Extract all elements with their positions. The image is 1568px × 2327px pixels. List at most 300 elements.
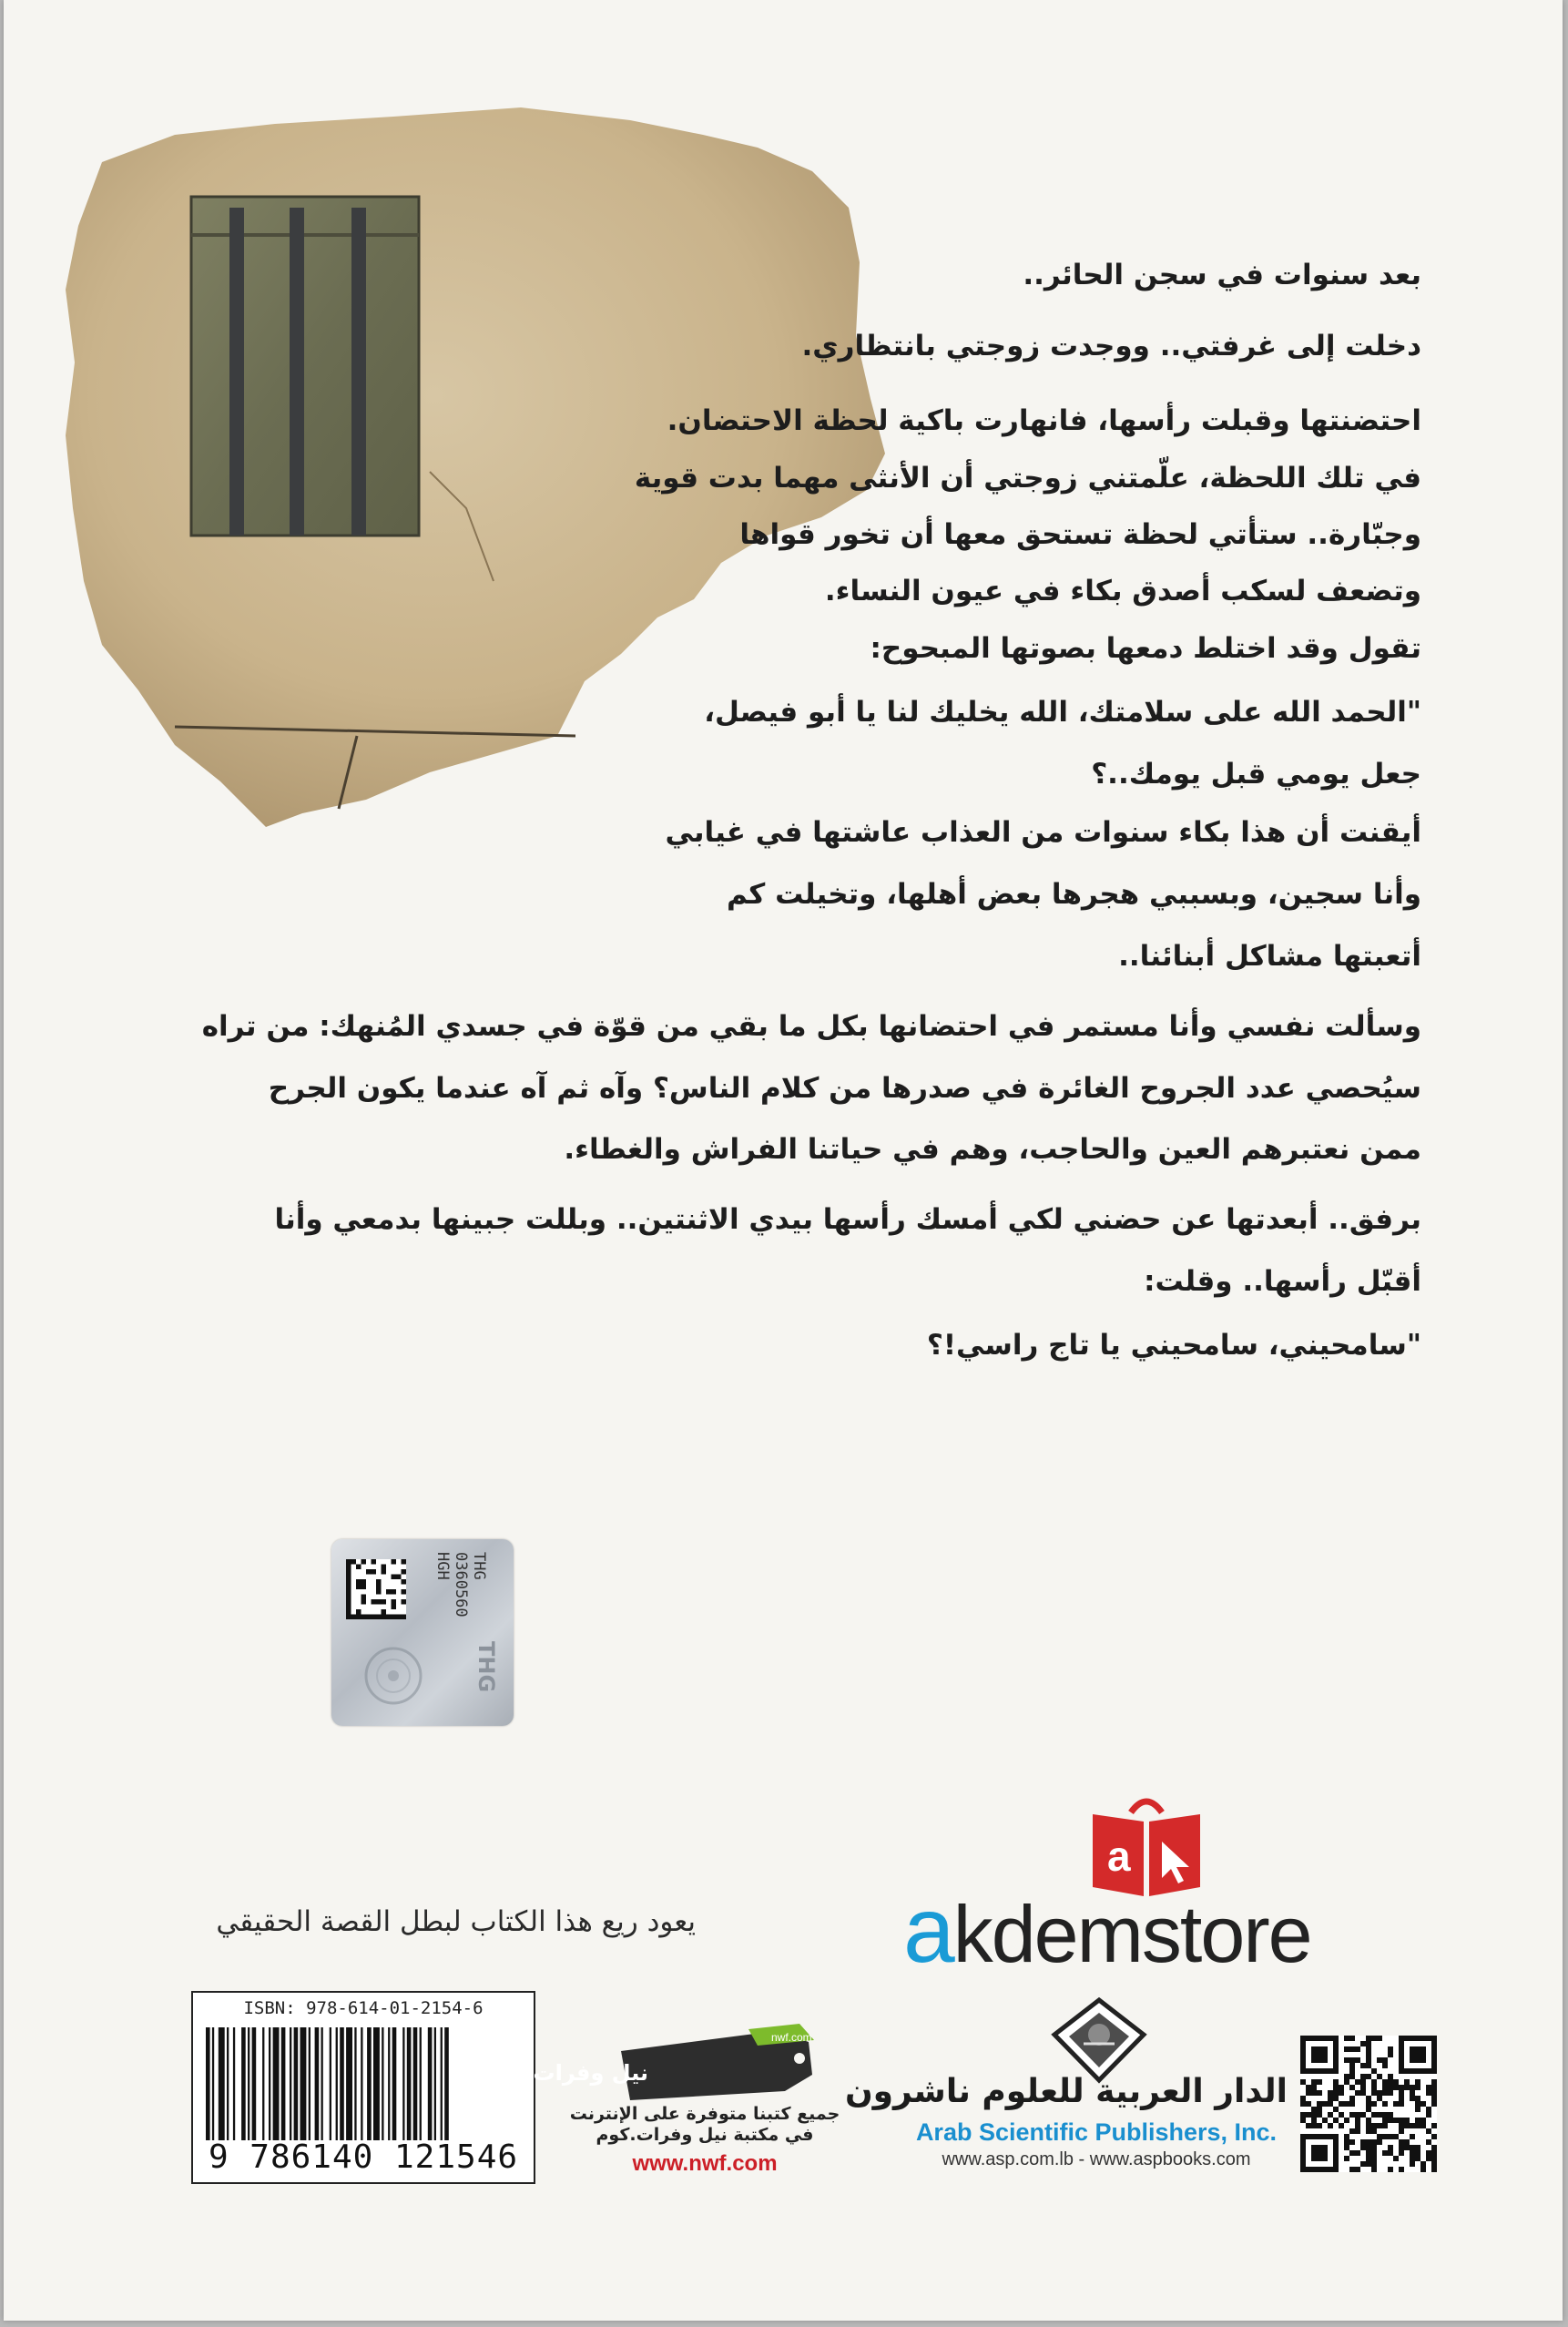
qr-module: [1399, 2118, 1404, 2123]
qr-module: [1382, 2090, 1388, 2096]
qr-module: [1388, 2167, 1393, 2172]
qr-module: [1393, 2156, 1399, 2161]
qr-module: [1317, 2090, 1322, 2096]
qr-module: [1311, 2145, 1328, 2161]
qr-module: [1377, 2090, 1382, 2096]
qr-module: [1344, 2145, 1349, 2150]
qr-module: [1333, 2079, 1339, 2085]
qr-module: [1426, 2156, 1431, 2161]
qr-module: [1388, 2046, 1393, 2052]
authenticity-sticker: [331, 1539, 514, 1726]
publisher-name-english: Arab Scientific Publishers, Inc.: [915, 2118, 1278, 2146]
story-line: تقول وقد اختلط دمعها بصوتها المبحوح:: [870, 632, 1421, 665]
qr-module: [1306, 2101, 1311, 2107]
qr-module: [1371, 2139, 1377, 2145]
qr-module: [1399, 2085, 1404, 2090]
qr-module: [1399, 2145, 1404, 2150]
qr-module: [1366, 2156, 1371, 2161]
qr-module: [1415, 2079, 1420, 2085]
qr-module: [1382, 2101, 1388, 2107]
qr-module: [1344, 2101, 1349, 2107]
qr-module: [1410, 2085, 1415, 2090]
qr-module: [1360, 2079, 1366, 2085]
qr-module: [1410, 2123, 1415, 2128]
qr-module: [1399, 2090, 1404, 2096]
qr-module: [1344, 2079, 1349, 2085]
barcode-bar: [388, 2027, 390, 2140]
qr-module: [1300, 2118, 1306, 2123]
qr-module: [1431, 2123, 1437, 2128]
qr-module: [1349, 2068, 1355, 2074]
qr-module: [1366, 2057, 1371, 2063]
qr-module: [1344, 2046, 1349, 2052]
qr-module: [1377, 2036, 1382, 2041]
qr-module: [1426, 2107, 1431, 2112]
qr-module: [1415, 2145, 1420, 2150]
qr-module: [1415, 2156, 1420, 2161]
qr-module: [1382, 2134, 1388, 2139]
qr-module: [1355, 2112, 1360, 2118]
qr-module: [1339, 2101, 1344, 2107]
qr-module: [1431, 2096, 1437, 2101]
qr-module: [1349, 2057, 1355, 2063]
qr-module: [1415, 2096, 1420, 2101]
qr-module: [1366, 2145, 1371, 2150]
akdemstore-logo-rest: kdemstore: [952, 1889, 1311, 1979]
qr-module: [1344, 2057, 1349, 2063]
qr-module: [1371, 2145, 1377, 2150]
qr-module: [1415, 2118, 1420, 2123]
qr-module: [1399, 2139, 1404, 2145]
qr-module: [1382, 2057, 1388, 2063]
barcode-bar: [407, 2027, 412, 2140]
barcode-bar: [212, 2027, 214, 2140]
story-line: أقبّل رأسها.. وقلت:: [1144, 1265, 1421, 1298]
qr-module: [1371, 2167, 1377, 2172]
qr-module: [1349, 2139, 1355, 2145]
story-line: وجبّارة.. ستأتي لحظة تستحق معها أن تخور قواها: [739, 518, 1421, 551]
qr-module: [1355, 2150, 1360, 2156]
qr-module: [1322, 2118, 1328, 2123]
qr-module: [1366, 2150, 1371, 2156]
qr-module: [1388, 2150, 1393, 2156]
qr-module: [1431, 2085, 1437, 2090]
qr-module: [1317, 2112, 1322, 2118]
barcode-bar: [252, 2027, 257, 2140]
qr-module: [1311, 2123, 1317, 2128]
barcode-bar: [294, 2027, 299, 2140]
qr-module: [1344, 2118, 1349, 2123]
publisher-name-arabic: الدار العربية للعلوم ناشرون: [844, 2073, 1288, 2110]
qr-module: [1399, 2096, 1404, 2101]
barcode-bar: [367, 2027, 372, 2140]
barcode-bar: [273, 2027, 280, 2140]
qr-module: [1431, 2167, 1437, 2172]
qr-module: [1404, 2123, 1410, 2128]
dedication-note: يعود ريع هذا الكتاب لبطل القصة الحقيقي: [216, 1905, 696, 1938]
qr-module: [1344, 2139, 1349, 2145]
qr-module: [1366, 2128, 1371, 2134]
qr-module: [1355, 2167, 1360, 2172]
barcode-bar: [281, 2027, 286, 2140]
qr-module: [1388, 2085, 1393, 2090]
story-line: وأنا سجين، وبسببي هجرها بعض أهلها، وتخيلت كم: [726, 878, 1421, 911]
qr-module: [1431, 2150, 1437, 2156]
qr-module: [1306, 2085, 1311, 2090]
ean-number: 9 786140 121546: [208, 2138, 519, 2176]
qr-module: [1371, 2150, 1377, 2156]
qr-module: [1333, 2085, 1339, 2090]
qr-module: [1333, 2107, 1339, 2112]
qr-module: [1420, 2161, 1426, 2167]
qr-module: [1431, 2161, 1437, 2167]
qr-module: [1311, 2079, 1317, 2085]
qr-module: [1371, 2156, 1377, 2161]
qr-module: [1355, 2090, 1360, 2096]
svg-text:a: a: [1107, 1832, 1131, 1880]
qr-module: [1328, 2123, 1333, 2128]
qr-module: [1371, 2112, 1377, 2118]
story-line: وتضعف لسكب أصدق بكاء في عيون النساء.: [824, 575, 1421, 607]
qr-module: [1300, 2101, 1306, 2107]
barcode-bar: [330, 2027, 331, 2140]
qr-module: [1388, 2112, 1393, 2118]
qr-module: [1415, 2085, 1420, 2090]
qr-module: [1306, 2090, 1311, 2096]
qr-module: [1426, 2090, 1431, 2096]
sticker-code-line: THG: [470, 1552, 488, 1580]
qr-module: [1415, 2150, 1420, 2156]
qr-module: [1339, 2085, 1344, 2090]
barcode-bar: [315, 2027, 320, 2140]
qr-module: [1349, 2167, 1355, 2172]
barcode-bar: [206, 2027, 210, 2140]
qr-module: [1366, 2063, 1371, 2068]
qr-module: [1382, 2063, 1388, 2068]
story-line: "سامحيني، سامحيني يا تاج راسي!؟: [926, 1329, 1421, 1362]
qr-module: [1382, 2085, 1388, 2090]
qr-module: [1371, 2123, 1377, 2128]
qr-module: [1415, 2101, 1420, 2107]
qr-module: [1349, 2036, 1355, 2041]
barcode-bar: [233, 2027, 235, 2140]
qr-module: [1410, 2161, 1415, 2167]
story-line: بعد سنوات في سجن الحائر..: [1023, 259, 1421, 291]
qr-module: [1366, 2107, 1371, 2112]
qr-module: [1328, 2101, 1333, 2107]
qr-module: [1344, 2074, 1349, 2079]
hologram-icon: [357, 1639, 430, 1712]
qr-module: [1349, 2063, 1355, 2068]
qr-module: [1399, 2150, 1404, 2156]
qr-module: [1431, 2079, 1437, 2085]
barcode-bar: [413, 2027, 418, 2140]
qr-module: [1360, 2041, 1366, 2046]
qr-module: [1377, 2057, 1382, 2063]
qr-module: [1366, 2074, 1371, 2079]
barcode-bar: [219, 2027, 225, 2140]
qr-module: [1333, 2118, 1339, 2123]
qr-module: [1360, 2074, 1366, 2079]
akdemstore-logo: [903, 1880, 1377, 1980]
qr-module: [1366, 2052, 1371, 2057]
qr-module: [1382, 2079, 1388, 2085]
qr-module: [1366, 2096, 1371, 2101]
qr-module: [1393, 2134, 1399, 2139]
publisher-urls: www.asp.com.lb - www.aspbooks.com: [942, 2149, 1251, 2169]
qr-module: [1317, 2107, 1322, 2112]
svg-text:نيل وفرات.كوم: نيل وفرات.كوم: [482, 2060, 648, 2086]
story-line: أتعبتها مشاكل أبنائنا..: [1118, 940, 1421, 973]
barcode-bars: [206, 2027, 521, 2140]
qr-module: [1404, 2085, 1410, 2090]
qr-module: [1431, 2134, 1437, 2139]
qr-module: [1420, 2101, 1426, 2107]
qr-module: [1426, 2128, 1431, 2134]
qr-module: [1366, 2123, 1371, 2128]
qr-module: [1393, 2079, 1399, 2085]
qr-module: [1388, 2079, 1393, 2085]
qr-module: [1388, 2118, 1393, 2123]
barcode-bar: [441, 2027, 443, 2140]
story-line: جعل يومي قبل يومك..؟: [1091, 758, 1421, 791]
qr-module: [1300, 2096, 1306, 2101]
qr-module: [1349, 2150, 1355, 2156]
barcode-bar: [434, 2027, 436, 2140]
qr-module: [1426, 2150, 1431, 2156]
qr-module: [1311, 2107, 1317, 2112]
qr-module: [1371, 2090, 1377, 2096]
barcode-bar: [361, 2027, 362, 2140]
barcode-bar: [444, 2027, 449, 2140]
qr-module: [1344, 2134, 1349, 2139]
qr-module: [1355, 2046, 1360, 2052]
qr-module: [1360, 2085, 1366, 2090]
sticker-code: [388, 1552, 488, 1625]
qr-module: [1420, 2167, 1426, 2172]
story-line: برفق.. أبعدتها عن حضني لكي أمسك رأسها بيدي الاثنتين.. وبللت جبينها بدمعي وأنا: [274, 1203, 1421, 1236]
barcode-bar: [354, 2027, 356, 2140]
qr-module: [1393, 2085, 1399, 2090]
qr-module: [1311, 2118, 1317, 2123]
qr-module: [1420, 2118, 1426, 2123]
qr-module: [1399, 2123, 1404, 2128]
qr-module: [1349, 2085, 1355, 2090]
qr-module: [1393, 2101, 1399, 2107]
qr-module: [1426, 2112, 1431, 2118]
qr-module: [1371, 2079, 1377, 2085]
qr-module: [1382, 2112, 1388, 2118]
isbn-barcode: [191, 1991, 535, 2184]
qr-module: [1410, 2150, 1415, 2156]
barcode-bar: [300, 2027, 307, 2140]
qr-module: [1349, 2101, 1355, 2107]
qr-module: [1415, 2123, 1420, 2128]
qr-module: [1344, 2036, 1349, 2041]
qr-module: [1371, 2068, 1377, 2074]
qr-module: [1399, 2128, 1404, 2134]
qr-module: [1360, 2063, 1366, 2068]
qr-module: [1420, 2123, 1426, 2128]
nwf-tag-icon: [482, 2024, 818, 2108]
qr-module: [1377, 2112, 1382, 2118]
nwf-availability: [568, 2104, 841, 2146]
qr-module: [1410, 2134, 1415, 2139]
barcode-bar: [392, 2027, 397, 2140]
qr-module: [1306, 2112, 1311, 2118]
isbn-label: ISBN: 978-614-01-2154-6: [243, 1998, 484, 2018]
nwf-line: في مكتبة نيل وفرات.كوم: [596, 2125, 814, 2145]
qr-module: [1388, 2134, 1393, 2139]
publisher-emblem-icon: [1049, 1998, 1149, 2084]
qr-module: [1311, 2085, 1317, 2090]
barcode-bar: [227, 2027, 229, 2140]
qr-module: [1300, 2079, 1306, 2085]
qr-module: [1360, 2139, 1366, 2145]
sticker-mark: THG: [473, 1641, 499, 1693]
qr-module: [1339, 2123, 1344, 2128]
qr-module: [1366, 2036, 1371, 2041]
barcode-bar: [290, 2027, 291, 2140]
qr-module: [1431, 2145, 1437, 2150]
qr-module: [1371, 2161, 1377, 2167]
barcode-bar: [241, 2027, 246, 2140]
qr-module: [1388, 2145, 1393, 2150]
qr-module: [1371, 2128, 1377, 2134]
qr-module: [1360, 2090, 1366, 2096]
qr-module: [1415, 2107, 1420, 2112]
story-line: احتضنتها وقبلت رأسها، فانهارت باكية لحظة الاحتضان.: [667, 404, 1421, 437]
qr-module: [1328, 2090, 1333, 2096]
nwf-line: جميع كتبنا متوفرة على الإنترنت: [569, 2104, 840, 2124]
qr-module: [1317, 2101, 1322, 2107]
barcode-bar: [248, 2027, 249, 2140]
qr-module: [1355, 2118, 1360, 2123]
qr-module: [1311, 2112, 1317, 2118]
qr-module: [1388, 2090, 1393, 2096]
qr-module: [1355, 2123, 1360, 2128]
qr-module: [1366, 2161, 1371, 2167]
qr-module: [1388, 2074, 1393, 2079]
barcode-bar: [402, 2027, 404, 2140]
qr-module: [1382, 2118, 1388, 2123]
qr-module: [1404, 2079, 1410, 2085]
qr-module: [1349, 2074, 1355, 2079]
barcode-bar: [382, 2027, 383, 2140]
qr-module: [1410, 2156, 1415, 2161]
qr-module: [1317, 2123, 1322, 2128]
barcode-bar: [336, 2027, 338, 2140]
barcode-bar: [309, 2027, 311, 2140]
qr-module: [1410, 2090, 1415, 2096]
story-line: وسألت نفسي وأنا مستمر في احتضانها بكل ما بقي من قوّة في جسدي المُنهك: من تراه: [201, 1010, 1421, 1043]
qr-module: [1404, 2145, 1410, 2150]
story-line: أيقنت أن هذا بكاء سنوات من العذاب عاشتها في غيابي: [665, 816, 1421, 849]
qr-module: [1399, 2101, 1404, 2107]
barcode-bar: [262, 2027, 264, 2140]
qr-module: [1377, 2074, 1382, 2079]
qr-module: [1360, 2161, 1366, 2167]
qr-module: [1393, 2118, 1399, 2123]
qr-module: [1328, 2112, 1333, 2118]
barcode-bar: [269, 2027, 270, 2140]
svg-text:nwf.com: nwf.com: [771, 2031, 812, 2044]
barcode-bar: [428, 2027, 433, 2140]
barcode-bar: [340, 2027, 344, 2140]
qr-module: [1328, 2096, 1333, 2101]
akdemstore-logo-first-letter: a: [903, 1878, 953, 1982]
qr-code: [1300, 2035, 1437, 2173]
story-line: سيُحصي عدد الجروح الغائرة في صدرها من كلام الناس؟ وآه ثم آه عندما يكون الجرح: [268, 1072, 1421, 1105]
barcode-bar: [420, 2027, 422, 2140]
qr-module: [1410, 2145, 1415, 2150]
qr-module: [1339, 2090, 1344, 2096]
qr-module: [1366, 2046, 1371, 2052]
sticker-code-line: HGH: [433, 1552, 452, 1580]
qr-module: [1349, 2096, 1355, 2101]
story-line: "الحمد الله على سلامتك، الله يخليك لنا يا أبو فيصل،: [704, 696, 1421, 729]
qr-module: [1382, 2150, 1388, 2156]
qr-module: [1377, 2123, 1382, 2128]
qr-module: [1410, 2046, 1426, 2063]
qr-module: [1322, 2101, 1328, 2107]
qr-module: [1366, 2101, 1371, 2107]
qr-module: [1431, 2090, 1437, 2096]
qr-module: [1349, 2128, 1355, 2134]
qr-module: [1382, 2123, 1388, 2128]
qr-module: [1426, 2085, 1431, 2090]
qr-module: [1349, 2112, 1355, 2118]
qr-module: [1339, 2112, 1344, 2118]
qr-module: [1355, 2057, 1360, 2063]
story-line: في تلك اللحظة، علّمتني زوجتي أن الأنثى مهما بدت قوية: [634, 462, 1421, 495]
qr-module: [1344, 2156, 1349, 2161]
qr-module: [1404, 2118, 1410, 2123]
qr-module: [1431, 2156, 1437, 2161]
qr-module: [1300, 2112, 1306, 2118]
qr-module: [1311, 2046, 1328, 2063]
qr-module: [1317, 2079, 1322, 2085]
qr-module: [1355, 2128, 1360, 2134]
qr-module: [1366, 2041, 1371, 2046]
qr-module: [1431, 2101, 1437, 2107]
qr-module: [1366, 2118, 1371, 2123]
back-cover: [4, 0, 1563, 2321]
story-line: ممن نعتبرهم العين والحاجب، وهم في حياتنا الفراش والغطاء.: [564, 1133, 1421, 1166]
qr-module: [1377, 2139, 1382, 2145]
qr-module: [1311, 2090, 1317, 2096]
qr-module: [1388, 2052, 1393, 2057]
barcode-bar: [321, 2027, 323, 2140]
qr-module: [1333, 2090, 1339, 2096]
qr-module: [1371, 2101, 1377, 2107]
qr-module: [1366, 2139, 1371, 2145]
qr-module: [1333, 2096, 1339, 2101]
qr-module: [1371, 2085, 1377, 2090]
qr-module: [1360, 2145, 1366, 2150]
qr-module: [1306, 2123, 1311, 2128]
qr-module: [1371, 2036, 1377, 2041]
nwf-url: www.nwf.com: [632, 2151, 778, 2176]
qr-module: [1360, 2112, 1366, 2118]
story-line: دخلت إلى غرفتي.. ووجدت زوجتي بانتظاري.: [801, 330, 1421, 362]
qr-module: [1377, 2096, 1382, 2101]
qr-module: [1404, 2139, 1410, 2145]
barcode-bar: [373, 2027, 380, 2140]
sticker-code-line: 0360560: [452, 1552, 470, 1618]
qr-module: [1377, 2134, 1382, 2139]
qr-module: [1349, 2046, 1355, 2052]
